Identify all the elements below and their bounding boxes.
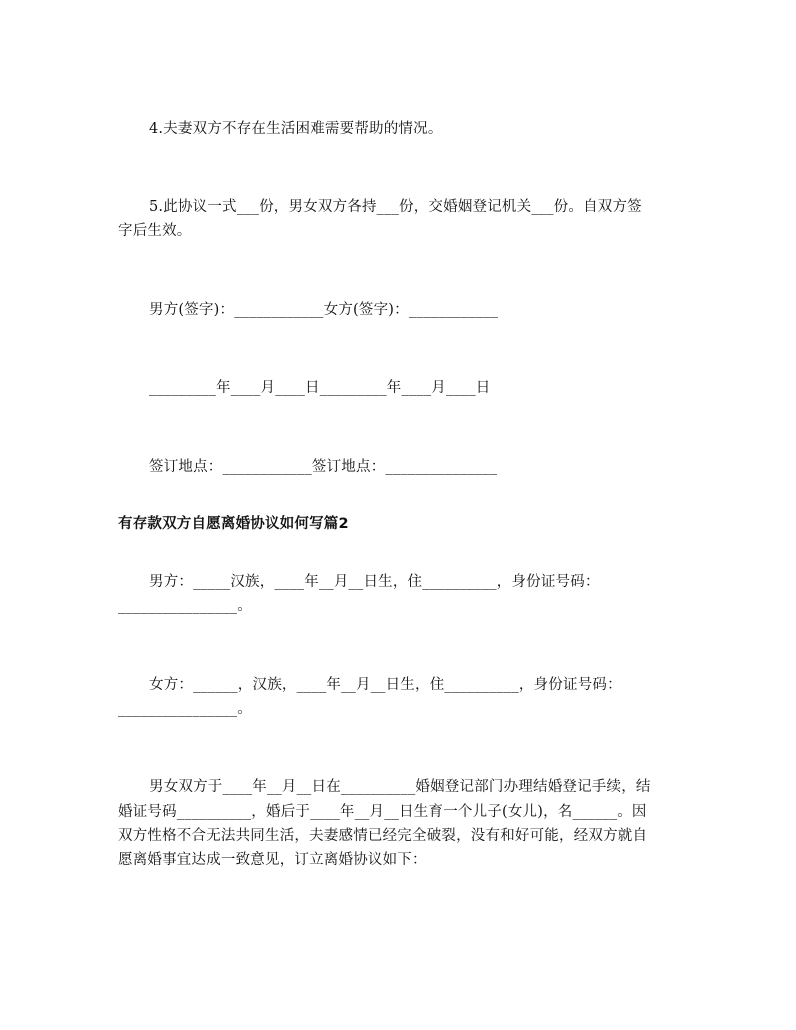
husband-info-line-2: ________________。 <box>118 598 252 614</box>
date-line: _________年____月____日_________年____月____日 <box>149 380 491 396</box>
intro-paragraph-line-1: 男女双方于____年__月__日在__________婚姻登记部门办理结婚登记手续，结 <box>149 779 651 795</box>
signing-place-line: 签订地点：____________签订地点：_______________ <box>149 459 498 475</box>
wife-info-line-1: 女方：______，汉族，____年__月__日生，住__________，身份证号码： <box>149 677 622 693</box>
husband-info-line-1: 男方：_____汉族，____年__月__日生，住__________，身份证号码： <box>149 574 600 590</box>
wife-info-line-2: ________________。 <box>118 701 252 717</box>
clause-4: 4.夫妻双方不存在生活困难需要帮助的情况。 <box>149 121 443 137</box>
intro-paragraph-line-2: 婚证号码__________，婚后于____年__月__日生育一个儿子(女儿)，名______。因 <box>118 804 647 820</box>
intro-paragraph-line-4: 愿离婚事宜达成一致意见，订立离婚协议如下： <box>118 852 427 868</box>
clause-5-line-1: 5.此协议一式___份，男女双方各持___份，交婚姻登记机关___份。自双方签 <box>149 199 642 215</box>
clause-5-line-2: 字后生效。 <box>118 223 192 239</box>
intro-paragraph-line-3: 双方性格不合无法共同生活，夫妻感情已经完全破裂，没有和好可能，经双方就自 <box>118 828 648 844</box>
signature-line: 男方(签字)：____________女方(签字)：____________ <box>149 302 499 318</box>
section-heading: 有存款双方自愿离婚协议如何写篇2 <box>118 516 349 532</box>
